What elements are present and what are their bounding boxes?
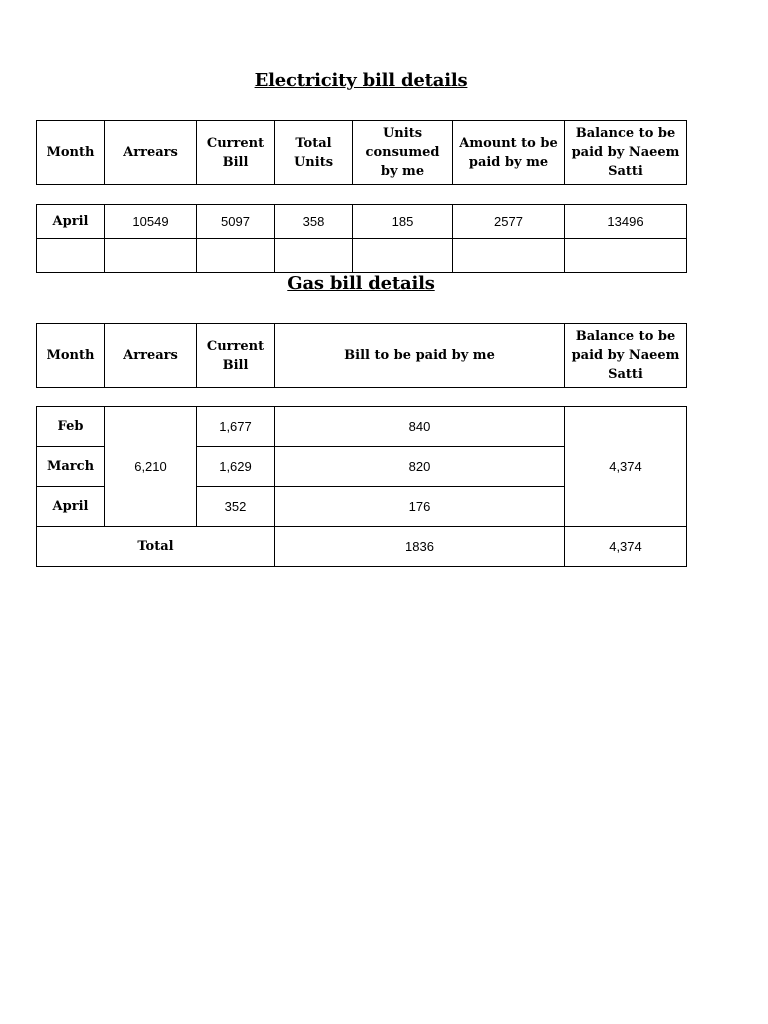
header-arrears: Arrears [105, 121, 197, 185]
total-row [37, 527, 687, 567]
cell-balance: 13496 [565, 205, 687, 239]
cell-current-bill: 352 [197, 487, 275, 527]
cell-bill-by-me: 820 [275, 447, 565, 487]
electricity-title: Electricity bill details [254, 70, 468, 91]
table-row [37, 205, 687, 239]
cell-month: Feb [37, 407, 105, 447]
header-current-bill: Current Bill [197, 324, 275, 388]
cell-month: April [37, 205, 105, 239]
header-total-units: Total Units [275, 121, 353, 185]
header-balance: Balance to be paid by Naeem Satti [565, 121, 687, 185]
cell-current-bill: 5097 [197, 205, 275, 239]
cell-balance: 4,374 [565, 407, 687, 527]
table-row-empty [37, 239, 687, 273]
cell-units-consumed: 185 [353, 205, 453, 239]
cell-arrears: 10549 [105, 205, 197, 239]
header-month: Month [37, 324, 105, 388]
cell-arrears: 6,210 [105, 407, 197, 527]
header-bill-by-me: Bill to be paid by me [275, 324, 565, 388]
cell-month: April [37, 487, 105, 527]
cell-total-units: 358 [275, 205, 353, 239]
cell-current-bill: 1,629 [197, 447, 275, 487]
total-balance: 4,374 [565, 527, 687, 567]
electricity-header-table [36, 120, 687, 185]
cell-bill-by-me: 176 [275, 487, 565, 527]
gas-data-table [36, 406, 687, 567]
cell-current-bill: 1,677 [197, 407, 275, 447]
cell-bill-by-me: 840 [275, 407, 565, 447]
header-amount-paid: Amount to be paid by me [453, 121, 565, 185]
cell-amount-paid: 2577 [453, 205, 565, 239]
header-balance: Balance to be paid by Naeem Satti [565, 324, 687, 388]
gas-header-table [36, 323, 687, 388]
header-arrears: Arrears [105, 324, 197, 388]
header-month: Month [37, 121, 105, 185]
cell-month: March [37, 447, 105, 487]
gas-title: Gas bill details [287, 273, 435, 294]
electricity-data-table [36, 204, 687, 273]
table-row [37, 407, 687, 447]
total-label: Total [37, 527, 275, 567]
total-bill-by-me: 1836 [275, 527, 565, 567]
header-current-bill: Current Bill [197, 121, 275, 185]
header-units-consumed: Units consumed by me [353, 121, 453, 185]
